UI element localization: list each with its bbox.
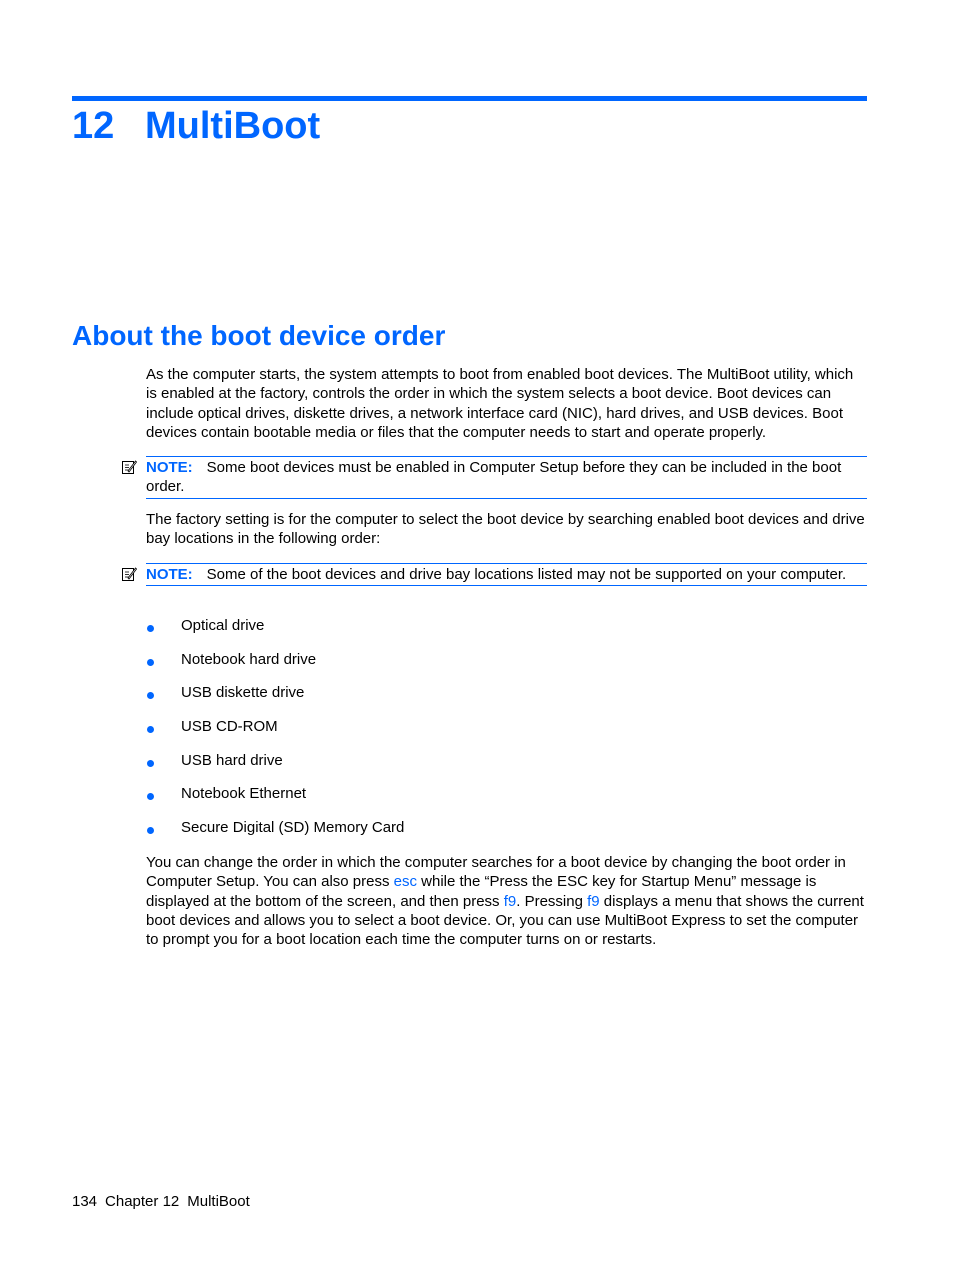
chapter-title	[72, 100, 320, 152]
boot-order-list	[146, 614, 404, 850]
footer-title: MultiBoot	[187, 1193, 250, 1210]
list-item: USB CD-ROM	[146, 715, 404, 749]
note-label: NOTE:	[146, 566, 193, 583]
bullet-dot-icon	[147, 692, 154, 699]
list-item: USB diskette drive	[146, 681, 404, 715]
chapter-name: MultiBoot	[145, 105, 321, 147]
note-pencil-icon	[121, 459, 137, 475]
bullet-dot-icon	[147, 659, 154, 666]
factory-setting-paragraph: The factory setting is for the computer to select the boot device by searching enabled boot devices and drive bay locations in the following order:	[146, 511, 865, 548]
section-title: About the boot device order	[72, 320, 446, 351]
list-item: Secure Digital (SD) Memory Card	[146, 816, 404, 850]
note-box	[146, 563, 867, 586]
bullet-dot-icon	[147, 827, 154, 834]
footer-chapter: Chapter 12	[105, 1193, 180, 1210]
page-footer	[72, 1192, 258, 1212]
change-order-paragraph: You can change the order in which the computer searches for a boot device by changing the boot order in Computer Setup. You can also press esc while the “Press the ESC key for Startup Menu” message is displayed at the bottom of the screen, and then press f9. Pressing f9 displays a menu that shows the current boot devices and allows you to select a boot device. Or, you can use MultiBoot Express to set the computer to prompt you for a boot location each time the computer turns on or restarts.	[146, 854, 864, 949]
note-box	[146, 456, 867, 499]
key-f9: f9	[587, 892, 600, 910]
page-number: 134	[72, 1193, 98, 1210]
key-f9: f9	[503, 892, 517, 910]
list-item: Notebook Ethernet	[146, 782, 404, 816]
bullet-dot-icon	[147, 760, 154, 767]
note-label: NOTE:	[146, 459, 193, 476]
note-pencil-icon	[121, 566, 137, 582]
list-item: Optical drive	[146, 614, 404, 648]
intro-paragraph: As the computer starts, the system attempts to boot from enabled boot devices. The MultiBoot utility, which is enabled at the factory, controls the order in which the system selects a boot device. Boot devices can include optical drives, diskette drives, a network interface card (NIC), hard drives, and USB devices. Boot devices contain bootable media or files that the computer needs to start and operate properly.	[146, 366, 854, 441]
list-item: USB hard drive	[146, 749, 404, 783]
note-text: Some of the boot devices and drive bay locations listed may not be supported on your computer.	[206, 566, 847, 583]
list-item: Notebook hard drive	[146, 648, 404, 682]
bullet-dot-icon	[147, 793, 154, 800]
chapter-number: 12	[72, 105, 115, 147]
note-text: Some boot devices must be enabled in Computer Setup before they can be included in the boot order.	[146, 459, 842, 496]
bullet-dot-icon	[147, 625, 154, 632]
bullet-dot-icon	[147, 726, 154, 733]
key-esc: esc	[393, 873, 417, 891]
